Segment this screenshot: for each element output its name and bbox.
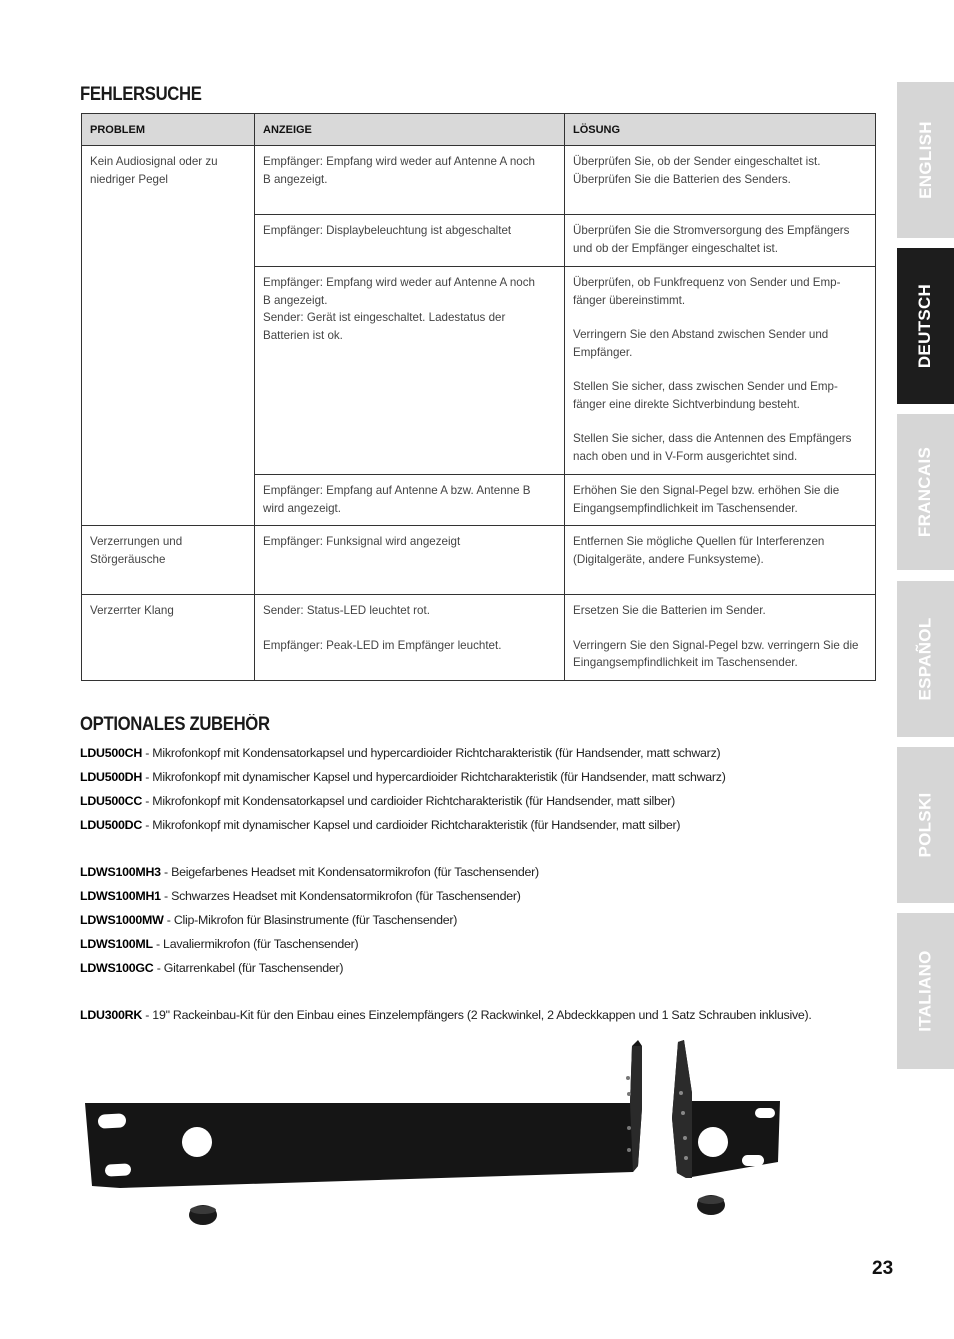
accessory-item bbox=[80, 765, 880, 789]
solution-cell bbox=[565, 146, 876, 215]
display-text: Empfänger: Peak-LED im Empfänger leuchtet. bbox=[263, 638, 502, 652]
accessory-description: - Schwarzes Headset mit Kondensatormikrofon (für Taschensender) bbox=[160, 889, 521, 903]
solution-cell bbox=[565, 215, 876, 267]
troubleshooting-title: FEHLERSUCHE bbox=[80, 84, 202, 105]
problem-cell bbox=[82, 146, 255, 526]
problem-text: Kein Audiosignal oder zu niedriger Pegel bbox=[90, 155, 218, 186]
display-text: Empfänger: Empfang wird weder auf Antenne A noch B angezeigt. bbox=[263, 155, 535, 186]
accessories-list bbox=[80, 741, 880, 1027]
accessory-code: LDU300RK bbox=[80, 1008, 143, 1022]
display-text: Empfänger: Empfang auf Antenne A bzw. Antenne B wird angezeigt. bbox=[263, 484, 531, 515]
tab-deutsch[interactable] bbox=[897, 248, 954, 404]
accessory-item bbox=[80, 813, 880, 837]
accessory-code: LDWS100MH1 bbox=[80, 889, 161, 903]
display-cell bbox=[255, 475, 565, 526]
tab-english[interactable] bbox=[897, 82, 954, 238]
accessory-description: - Mikrofonkopf mit dynamischer Kapsel und cardioider Richtcharakteristik (für Handsender, matt silber) bbox=[142, 818, 681, 832]
tab-italiano[interactable] bbox=[897, 913, 954, 1069]
accessory-code: LDU500DH bbox=[80, 770, 143, 784]
solution-cell bbox=[565, 595, 876, 681]
display-text: Empfänger: Empfang wird weder auf Antenne A noch B angezeigt. Sender: Gerät ist eingeschaltet. Ladestatus der Batterien ist ok. bbox=[263, 276, 535, 342]
tab-label: ITALIANO bbox=[915, 950, 935, 1032]
solution-text: Erhöhen Sie den Signal-Pegel bzw. erhöhen Sie die Eingangsempfindlichkeit im Taschensender. bbox=[573, 484, 840, 515]
tab-label: POLSKI bbox=[915, 792, 935, 858]
page-number: 23 bbox=[872, 1258, 894, 1279]
display-text: Empfänger: Displaybeleuchtung ist abgeschaltet bbox=[263, 224, 512, 237]
column-header-problem: PROBLEM bbox=[82, 114, 255, 146]
problem-text: Verzerrungen und Störgeräusche bbox=[90, 535, 183, 566]
accessory-item bbox=[80, 1003, 880, 1027]
accessory-item bbox=[80, 860, 880, 884]
column-header-display: ANZEIGE bbox=[255, 114, 565, 146]
display-cell bbox=[255, 267, 565, 475]
spacer bbox=[80, 980, 880, 1003]
spacer bbox=[80, 837, 880, 860]
accessory-description: - Mikrofonkopf mit Kondensatorkapsel und cardioider Richtcharakteristik (für Handsender, matt silber) bbox=[142, 794, 676, 808]
accessory-description: - Beigefarbenes Headset mit Kondensatormikrofon (für Taschensender) bbox=[160, 865, 539, 879]
problem-cell bbox=[82, 595, 255, 681]
display-text: Sender: Status-LED leuchtet rot. bbox=[263, 604, 430, 617]
solution-text: Verringern Sie den Abstand zwischen Sender und Empfänger. bbox=[573, 328, 829, 359]
display-cell bbox=[255, 146, 565, 215]
display-cell bbox=[255, 595, 565, 681]
solution-text: Stellen Sie sicher, dass zwischen Sender und Emp- fänger eine direkte Sichtverbindung besteht. bbox=[573, 380, 838, 411]
accessory-description: - Lavaliermikrofon (für Taschensender) bbox=[152, 937, 359, 951]
troubleshooting-table bbox=[81, 113, 876, 681]
tab-label: FRANCAIS bbox=[915, 446, 935, 538]
column-header-solution: LÖSUNG bbox=[565, 114, 876, 146]
accessory-description: - Gitarrenkabel (für Taschensender) bbox=[153, 961, 344, 975]
tab-español[interactable] bbox=[897, 581, 954, 737]
accessory-item bbox=[80, 789, 880, 813]
accessory-code: LDU500CC bbox=[80, 794, 143, 808]
accessory-description: - 19" Rackeinbau-Kit für den Einbau eines Einzelempfängers (2 Rackwinkel, 2 Abdeckkappen und 1 Satz Schrauben inklusive). bbox=[142, 1008, 812, 1022]
table-row bbox=[82, 526, 876, 595]
tab-label: ESPAÑOL bbox=[915, 617, 935, 701]
accessory-code: LDU500CH bbox=[80, 746, 143, 760]
table-header-row bbox=[82, 114, 876, 146]
accessory-code: LDWS1000MW bbox=[80, 913, 164, 927]
accessory-description: - Clip-Mikrofon für Blasinstrumente (für Taschensender) bbox=[163, 913, 458, 927]
table-row bbox=[82, 595, 876, 681]
accessory-code: LDWS100GC bbox=[80, 961, 154, 975]
rack-kit-image bbox=[80, 1038, 790, 1233]
display-cell bbox=[255, 215, 565, 267]
accessory-item bbox=[80, 932, 880, 956]
solution-cell bbox=[565, 475, 876, 526]
accessory-code: LDWS100ML bbox=[80, 937, 153, 951]
problem-text: Verzerrter Klang bbox=[90, 604, 174, 617]
table-row bbox=[82, 146, 876, 215]
solution-text: Entfernen Sie mögliche Quellen für Interferenzen (Digitalgeräte, andere Funksysteme). bbox=[573, 535, 825, 566]
solution-text: Stellen Sie sicher, dass die Antennen des Empfängers nach oben und in V-Form ausgerichtet sind. bbox=[573, 432, 852, 463]
accessory-code: LDWS100MH3 bbox=[80, 865, 161, 879]
tab-label: DEUTSCH bbox=[915, 283, 935, 369]
solution-text: Überprüfen, ob Funkfrequenz von Sender und Emp- fänger übereinstimmt. bbox=[573, 276, 841, 307]
display-text: Empfänger: Funksignal wird angezeigt bbox=[263, 535, 461, 548]
accessory-description: - Mikrofonkopf mit dynamischer Kapsel und hypercardioider Richtcharakteristik (für Handsender, matt schwarz) bbox=[142, 770, 726, 784]
solution-text: Verringern Sie den Signal-Pegel bzw. verringern Sie die Eingangsempfindlichkeit im Taschensender. bbox=[573, 638, 859, 669]
tab-label: ENGLISH bbox=[915, 121, 935, 199]
problem-cell bbox=[82, 526, 255, 595]
accessory-item bbox=[80, 908, 880, 932]
solution-cell bbox=[565, 267, 876, 475]
solution-cell bbox=[565, 526, 876, 595]
accessories-title: OPTIONALES ZUBEHÖR bbox=[80, 714, 270, 735]
accessory-code: LDU500DC bbox=[80, 818, 143, 832]
display-cell bbox=[255, 526, 565, 595]
solution-text: Überprüfen Sie, ob der Sender eingeschaltet ist. Überprüfen Sie die Batterien des Senders. bbox=[573, 155, 821, 186]
accessory-item bbox=[80, 884, 880, 908]
solution-text: Überprüfen Sie die Stromversorgung des Empfängers und ob der Empfänger eingeschaltet ist. bbox=[573, 224, 850, 255]
accessory-item bbox=[80, 741, 880, 765]
accessory-description: - Mikrofonkopf mit Kondensatorkapsel und hypercardioider Richtcharakteristik (für Handsender, matt schwarz) bbox=[142, 746, 721, 760]
rack-ear-long bbox=[85, 1040, 642, 1188]
accessory-item bbox=[80, 956, 880, 980]
tab-francais[interactable] bbox=[897, 414, 954, 570]
tab-polski[interactable] bbox=[897, 747, 954, 903]
solution-text: Ersetzen Sie die Batterien im Sender. bbox=[573, 604, 766, 617]
